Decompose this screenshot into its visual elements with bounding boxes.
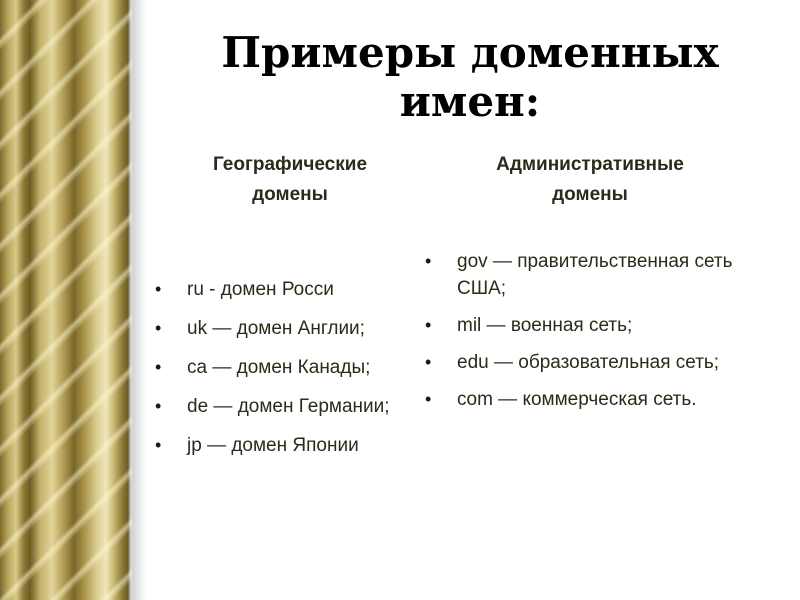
list-item [425,349,755,376]
bullet-icon: • [425,389,432,409]
list-item-text: edu — образовательная сеть; [457,352,720,373]
list-item-text: gov — правительственная сеть США; [457,251,733,299]
column-shadow [132,0,146,600]
geographic-domains-heading [185,150,395,210]
bullet-icon: • [155,318,162,338]
list-item-text: com — коммерческая сеть. [457,389,697,410]
list-item [425,312,755,339]
list-item [155,315,435,342]
list-item-text: uk — домен Англии; [187,318,365,339]
bullet-icon: • [425,251,432,271]
bullet-icon: • [425,352,432,372]
bullet-icon: • [155,357,162,377]
list-item [155,393,435,420]
administrative-heading-line2: домены [552,184,628,205]
list-item-text: ca — домен Канады; [187,357,371,378]
list-item-text: jp — домен Японии [187,435,359,456]
geographic-domains-list [155,276,435,471]
geographic-heading-line1: Географические [212,154,368,175]
list-item [425,248,755,302]
geographic-heading-line2: домены [252,184,328,205]
administrative-domains-heading [470,150,710,210]
bullet-icon: • [155,396,162,416]
administrative-domains-list [425,248,755,423]
list-item [425,386,755,413]
list-item-text: ru - домен Росси [187,279,334,300]
bullet-icon: • [155,435,162,455]
bullet-icon: • [425,315,432,335]
list-item-text: de — домен Германии; [187,396,390,417]
decorative-gold-column [0,0,132,600]
list-item [155,432,435,459]
list-item [155,276,435,303]
bullet-icon: • [155,279,162,299]
list-item [155,354,435,381]
list-item-text: mil — военная сеть; [457,315,633,336]
administrative-heading-line1: Административные [496,154,684,175]
slide-title: Примеры доменных имен: [221,28,719,126]
